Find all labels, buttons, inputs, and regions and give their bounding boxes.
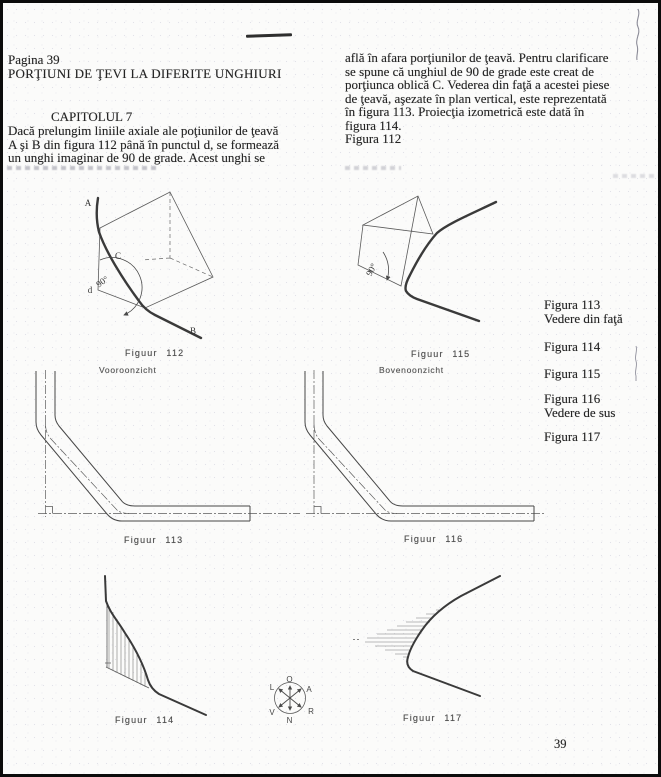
- scan-artifact-dash: [246, 33, 292, 38]
- hatch-boundary: [105, 603, 149, 688]
- angle-value-label: 90°: [363, 261, 379, 278]
- angle-arc: [100, 257, 142, 315]
- document-title: PORŢIUNI DE ŢEVI LA DIFERITE UNGHIURI: [8, 65, 282, 81]
- side-label: Figura 115: [544, 365, 601, 381]
- pipe-inner-edge: [323, 371, 534, 506]
- paragraph-line: figura 114.: [345, 117, 402, 133]
- figure-113-caption: Figuur 113: [124, 535, 184, 545]
- figure-117-caption: Figuur 117: [403, 713, 463, 723]
- compass-letter-lower-right: R: [308, 707, 314, 716]
- isometric-box-hidden-edges: [142, 192, 213, 277]
- pipe-curve: [407, 576, 500, 696]
- side-label: Figura 117: [544, 429, 601, 444]
- compass-letter-lower-left: V: [269, 708, 275, 717]
- figure-116-drawing: [298, 368, 588, 533]
- figure-117-drawing: [353, 568, 553, 723]
- figure-114-drawing: [93, 568, 273, 723]
- paragraph-line: un unghi imaginar de 90 de grade. Acest unghi se: [8, 150, 266, 165]
- figure-112-caption: Figuur 112: [125, 348, 185, 358]
- point-c-label: C: [114, 251, 122, 261]
- pipe-outer-edge: [36, 371, 250, 521]
- pipe-curve: [406, 202, 497, 321]
- side-label-title: Figura 116: [544, 391, 601, 406]
- paragraph-line: se spune că unghiul de 90 de grade este creat de: [345, 63, 595, 79]
- side-label: [544, 298, 623, 325]
- scan-artifact-squiggle-mid: [631, 345, 643, 383]
- pipe-curve: [105, 576, 206, 715]
- angle-value-label: 90°: [94, 273, 111, 290]
- angle-arc: [383, 252, 389, 280]
- figure-116-caption: Figuur 116: [404, 534, 464, 544]
- side-label: Figura 114: [544, 339, 601, 354]
- pipe-curve: [97, 198, 201, 338]
- point-d-label: d: [87, 285, 93, 295]
- point-b-label: B: [189, 326, 197, 336]
- paragraph-line: Dacă prelungim liniile axiale ale poţiunilor de ţeavă: [8, 123, 279, 138]
- front-view-label: Vooroonzicht: [99, 365, 157, 375]
- side-label-title: Figura 113: [544, 297, 601, 312]
- horizontal-hatching: [365, 610, 439, 657]
- figure-112-drawing: [60, 188, 330, 358]
- scan-artifact-faded-text-right: [345, 166, 401, 170]
- paragraph-line: porţiunca oblică C. Vederea din faţă a acestei piese: [345, 77, 610, 92]
- point-a-label: A: [84, 198, 92, 208]
- paragraph-line: de ţeavă, aşezate în plan vertical, este reprezentată: [345, 90, 607, 106]
- left-paragraph: [8, 124, 279, 165]
- page-number: 39: [554, 737, 567, 751]
- figure-114-caption: Figuur 114: [115, 715, 175, 725]
- chapter-heading: CAPITOLUL 7: [51, 109, 133, 124]
- figure-113-drawing: [28, 368, 308, 533]
- pipe-center-line: [314, 424, 397, 514]
- right-angle-marker: [314, 507, 321, 514]
- compass-letter-top: O: [286, 675, 293, 684]
- paragraph-line: în figura 113. Proiecţia izometrică este dată în: [345, 104, 585, 119]
- scan-artifact-faded-text-left: [7, 166, 159, 170]
- figure-115-caption: Figuur 115: [411, 349, 471, 359]
- pipe-inner-edge: [55, 371, 250, 506]
- compass-letter-upper-left: L: [269, 683, 275, 692]
- compass-letter-bottom: N: [286, 716, 293, 725]
- paragraph-line: află în afara porţiunilor de ţeavă. Pentru clarificare: [345, 50, 609, 65]
- left-text-column: [8, 53, 282, 80]
- figure-115-drawing: [343, 188, 543, 358]
- right-angle-marker: [46, 507, 53, 514]
- right-paragraph: [345, 51, 609, 146]
- paragraph-line: A şi B din figura 112 până în punctul d, se formează: [8, 136, 280, 152]
- page-label: Pagina 39: [8, 52, 60, 67]
- scan-artifact-faded-dots: [613, 174, 659, 178]
- pipe-center-line: [46, 424, 130, 514]
- paragraph-line: Figura 112: [345, 131, 402, 146]
- side-label-subtitle: Vedere de sus: [544, 404, 616, 420]
- side-label-subtitle: Vedere din faţă: [544, 310, 623, 326]
- top-view-label: Bovenoonzicht: [379, 365, 444, 375]
- compass-letter-upper-right: A: [306, 685, 312, 694]
- orientation-compass-icon: [265, 669, 321, 727]
- pipe-outer-edge: [305, 371, 534, 521]
- isometric-box: [98, 192, 213, 308]
- scan-artifact-squiggle-top: [631, 8, 645, 62]
